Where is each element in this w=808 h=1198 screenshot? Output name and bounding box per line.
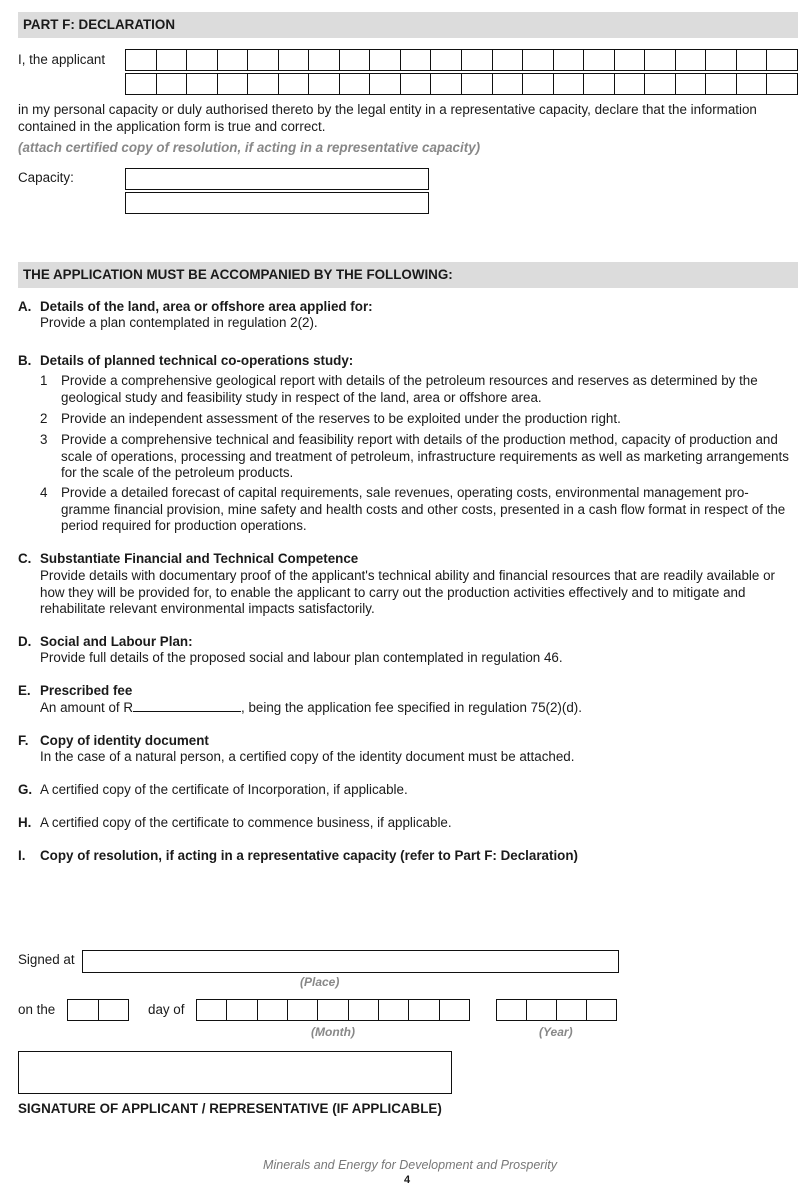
- section-e-letter: E.: [18, 683, 31, 698]
- applicant-label: I, the applicant: [18, 52, 106, 67]
- section-d-letter: D.: [18, 634, 32, 649]
- declaration-text: in my personal capacity or duly authorised thereto by the legal entity in a representative capacity, declare that the information contained in the application form is true and correct.: [18, 102, 757, 134]
- signed-at-label: Signed at: [18, 952, 75, 967]
- year-field[interactable]: [496, 999, 617, 1021]
- requirements-heading: THE APPLICATION MUST BE ACCOMPANIED BY THE FOLLOWING:: [18, 262, 798, 288]
- signature-box[interactable]: [18, 1051, 452, 1094]
- section-i-text: Copy of resolution, if acting in a representative capacity (refer to Part F: Declaration): [40, 848, 578, 863]
- capacity-label: Capacity:: [18, 170, 74, 185]
- applicant-name-row-2[interactable]: [125, 73, 798, 95]
- capacity-field-1[interactable]: [125, 168, 429, 190]
- section-b-letter: B.: [18, 353, 32, 368]
- day-of-label: day of: [148, 1002, 185, 1017]
- section-a-body: Provide a plan contemplated in regulation 2(2).: [40, 315, 318, 330]
- section-g-text: A certified copy of the certificate of Incorporation, if applicable.: [40, 782, 408, 797]
- day-field[interactable]: [67, 999, 129, 1021]
- b-item-1-text: Provide a comprehensive geological report with details of the petroleum resources and reserves as determined by the geological study and feasibility study in respect of the land, area or offshore area.: [61, 373, 758, 405]
- b-item-4-text: Provide a detailed forecast of capital requirements, sale revenues, operating costs, environmental management pro-gramme financial provision, mine safety and health costs and other costs, presented in a cash flow format in respect of the period required for production operations.: [61, 485, 786, 533]
- month-caption: (Month): [311, 1025, 355, 1039]
- section-f-title: Copy of identity document: [40, 733, 209, 748]
- capacity-field-2[interactable]: [125, 192, 429, 214]
- section-e-title: Prescribed fee: [40, 683, 133, 698]
- footer-tagline: Minerals and Energy for Development and Prosperity: [263, 1158, 557, 1172]
- section-a-letter: A.: [18, 299, 32, 314]
- b-item-2-text: Provide an independent assessment of the reserves to be exploited under the production right.: [61, 411, 621, 426]
- part-f-heading: PART F: DECLARATION: [18, 12, 798, 38]
- section-i-letter: I.: [18, 848, 26, 863]
- b-item-2-number: 2: [40, 411, 48, 426]
- section-f-body: In the case of a natural person, a certified copy of the identity document must be attached.: [40, 749, 575, 764]
- section-e-body: [40, 700, 792, 717]
- section-g-letter: G.: [18, 782, 33, 797]
- applicant-name-row-1[interactable]: [125, 49, 798, 71]
- signature-label: SIGNATURE OF APPLICANT / REPRESENTATIVE (IF APPLICABLE): [18, 1101, 442, 1116]
- b-item-4-number: 4: [40, 485, 48, 500]
- fee-suffix: , being the application fee specified in regulation 75(2)(d).: [241, 700, 582, 715]
- place-caption: (Place): [300, 975, 340, 989]
- section-b-title: Details of planned technical co-operations study:: [40, 353, 354, 368]
- b-item-1-number: 1: [40, 373, 48, 388]
- section-c-title: Substantiate Financial and Technical Competence: [40, 551, 359, 566]
- year-caption: (Year): [539, 1025, 573, 1039]
- on-the-label: on the: [18, 1002, 56, 1017]
- month-field[interactable]: [196, 999, 470, 1021]
- section-d-title: Social and Labour Plan:: [40, 634, 193, 649]
- section-c-body: Provide details with documentary proof of the applicant's technical ability and financial resources that are readily available or how they will be provided for, to enable the applicant to carry out the production activities effectively and to mitigate and rehabilitate relevant environmental impacts satisfactorily.: [40, 568, 775, 616]
- page-number: 4: [403, 1174, 411, 1186]
- section-a-title: Details of the land, area or offshore area applied for:: [40, 299, 373, 314]
- attach-note: (attach certified copy of resolution, if acting in a representative capacity): [18, 140, 481, 155]
- section-h-letter: H.: [18, 815, 32, 830]
- fee-prefix: An amount of R: [40, 700, 134, 715]
- fee-amount-blank[interactable]: [133, 701, 241, 712]
- section-f-letter: F.: [18, 733, 29, 748]
- signed-at-place-field[interactable]: [82, 950, 619, 973]
- section-c-letter: C.: [18, 551, 32, 566]
- section-d-body: Provide full details of the proposed social and labour plan contemplated in regulation 46.: [40, 650, 563, 665]
- b-item-3-text: Provide a comprehensive technical and feasibility report with details of the production method, capacity of production and scale of operations, processing and treatment of petroleum, infrastructure requirements as well as marketing arrangements for the scale of the petroleum products.: [61, 432, 789, 480]
- b-item-3-number: 3: [40, 432, 48, 447]
- section-h-text: A certified copy of the certificate to commence business, if applicable.: [40, 815, 452, 830]
